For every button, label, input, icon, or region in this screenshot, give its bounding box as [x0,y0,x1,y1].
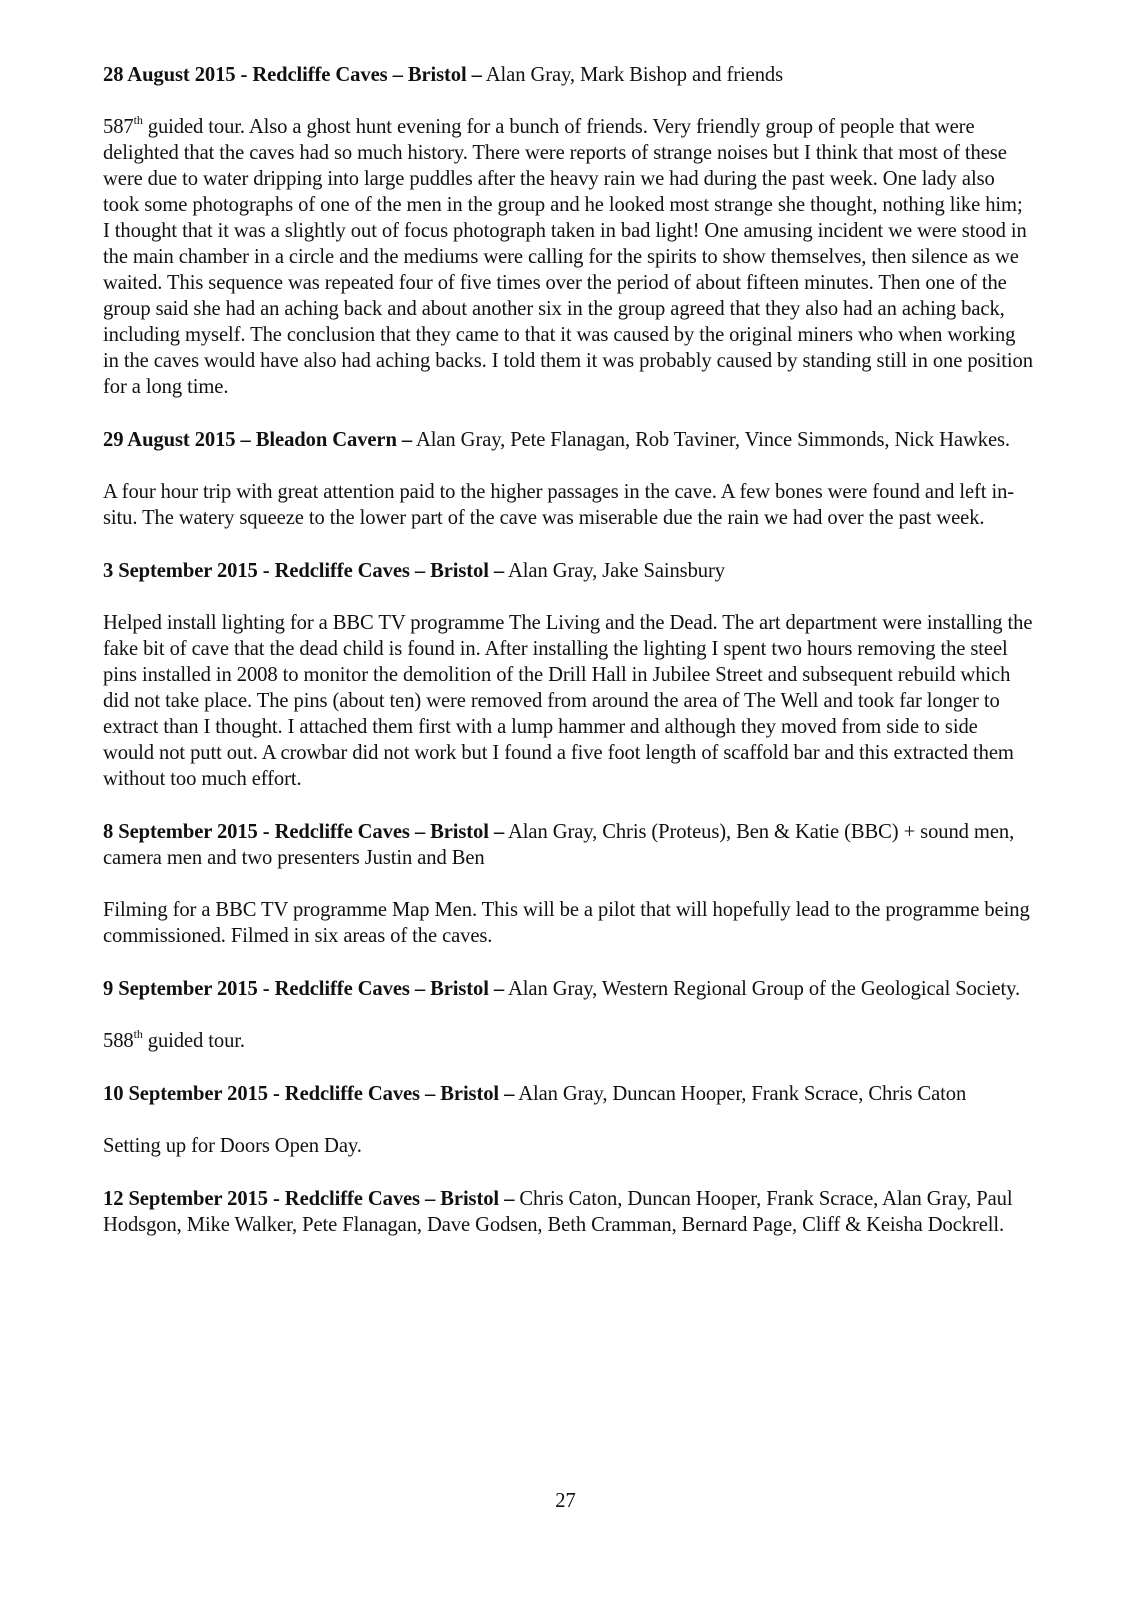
entry-participants: Chris Caton, Duncan Hooper, Frank Scrace, Alan Gray, Paul Hodsgon, Mike Walker, Pete Flanagan, Dave Godsen, Beth Cramman, Bernard Page, Cliff & Keisha Dockrell. [103,1188,1013,1236]
entry-body [103,1028,1033,1054]
entry-date-location: 10 September 2015 - Redcliffe Caves – Bristol – [103,1083,515,1105]
log-entry [103,427,1033,531]
entry-heading [103,819,1033,871]
entry-date-location: 12 September 2015 - Redcliffe Caves – Bristol – [103,1188,515,1210]
log-entry [103,976,1033,1054]
tour-number: 588 [103,1030,134,1052]
entry-body: Helped install lighting for a BBC TV programme The Living and the Dead. The art department were installing the fake bit of cave that the dead child is found in. After installing the lighting I spent two hours removing the steel pins installed in 2008 to monitor the demolition of the Drill Hall in Jubilee Street and subsequent rebuild which did not take place. The pins (about ten) were removed from around the area of The Well and took far longer to extract than I thought. I attached them first with a lump hammer and although they moved from side to side would not putt out. A crowbar did not work but I found a five foot length of scaffold bar and this extracted them without too much effort. [103,612,1033,790]
entry-body-text: guided tour. Also a ghost hunt evening for a bunch of friends. Very friendly group of people that were delighted that the caves had so much history. There were reports of strange noises but I think that most of these were due to water dripping into large puddles after the heavy rain we had during the past week. One lady also took some photographs of one of the men in the group and he looked most strange she thought, nothing like him; I thought that it was a slightly out of focus photograph taken in bad light! One amusing incident we were stood in the main chamber in a circle and the mediums were calling for the spirits to show themselves, then silence as we waited. This sequence was repeated four of five times over the period of about fifteen minutes. Then one of the group said she had an aching back and about another six in the group agreed that they also had an aching back, including myself. The conclusion that they came to that it was caused by the original miners who when working in the caves would have also had aching backs. I told them it was probably caused by standing still in one position for a long time. [103,116,1033,398]
log-entry [103,819,1033,949]
entry-heading [103,427,1033,453]
ordinal-suffix: th [133,1027,143,1042]
entry-body: Filming for a BBC TV programme Map Men. This will be a pilot that will hopefully lead to the programme being commissioned. Filmed in six areas of the caves. [103,899,1030,947]
entry-heading [103,976,1033,1002]
log-entry [103,62,1033,400]
entry-body-text: guided tour. [142,1030,245,1052]
log-entry [103,558,1033,792]
entry-date-location: 3 September 2015 - Redcliffe Caves – Bristol – [103,560,505,582]
entry-heading [103,1186,1033,1238]
entry-date-location: 9 September 2015 - Redcliffe Caves – Bristol – [103,978,505,1000]
entry-body [103,114,1033,400]
entry-participants: Alan Gray, Chris (Proteus), Ben & Katie (BBC) + sound men, camera men and two presenters Justin and Ben [103,821,1015,869]
entry-participants: Alan Gray, Pete Flanagan, Rob Taviner, Vince Simmonds, Nick Hawkes. [412,429,1010,451]
entry-heading [103,558,1033,584]
page-number: 27 [555,1490,576,1512]
entry-heading [103,62,1033,88]
entry-participants: Alan Gray, Mark Bishop and friends [481,64,784,86]
entry-participants: Alan Gray, Jake Sainsbury [504,560,725,582]
entry-body: Setting up for Doors Open Day. [103,1135,362,1157]
entry-date-location: 28 August 2015 - Redcliffe Caves – Bristol – [103,64,482,86]
entry-date-location: 8 September 2015 - Redcliffe Caves – Bristol – [103,821,505,843]
entry-heading [103,1081,1033,1107]
document-page [103,62,1033,1265]
tour-number: 587 [103,116,134,138]
log-entry [103,1186,1033,1238]
entry-participants: Alan Gray, Duncan Hooper, Frank Scrace, Chris Caton [514,1083,967,1105]
entry-date-location: 29 August 2015 – Bleadon Cavern – [103,429,413,451]
entry-participants: Alan Gray, Western Regional Group of the Geological Society. [504,978,1021,1000]
log-entry [103,1081,1033,1159]
ordinal-suffix: th [133,113,143,128]
entry-body: A four hour trip with great attention paid to the higher passages in the cave. A few bones were found and left in-situ. The watery squeeze to the lower part of the cave was miserable due the rain we had over the past week. [103,481,1015,529]
